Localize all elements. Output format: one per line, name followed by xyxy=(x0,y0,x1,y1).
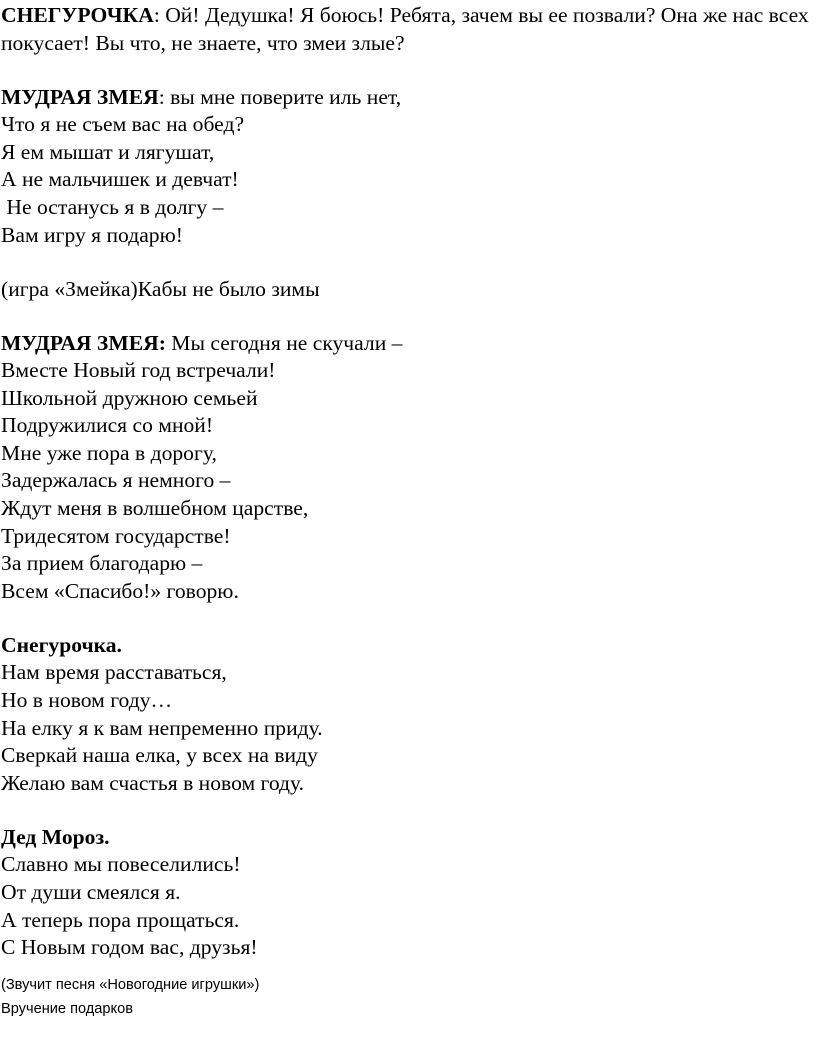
paragraph-gap xyxy=(1,57,813,83)
verse-line: А не мальчишек и девчат! xyxy=(1,167,239,192)
verse-line: Всем «Спасибо!» говорю. xyxy=(1,578,239,603)
speaker-heading: Дед Мороз. xyxy=(1,824,110,849)
speaker-heading: Снегурочка. xyxy=(1,632,122,657)
verse-line: От души смеялся я. xyxy=(1,879,181,904)
verse-line: Славно мы повеселились! xyxy=(1,852,241,877)
verse-line: Подружилися со мной! xyxy=(1,413,214,438)
paragraph-gap xyxy=(1,797,813,823)
verse-line: Я ем мышат и лягушат, xyxy=(1,139,215,164)
speech-text: : вы мне поверите иль нет, xyxy=(158,84,402,109)
verse-line: Желаю вам счастья в новом году. xyxy=(1,770,305,795)
verse-line: Но в новом году… xyxy=(1,688,173,713)
verse-line: Мне уже пора в дорогу, xyxy=(1,440,217,465)
stage-note-song: (Звучит песня «Новогодние игрушки») xyxy=(1,977,260,993)
game-note: (игра «Змейка)Кабы не было зимы xyxy=(1,276,320,301)
verse-line: Школьной дружною семьей xyxy=(1,385,258,410)
paragraph-gap xyxy=(1,303,813,329)
verse-line: Что я не съем вас на обед? xyxy=(1,112,245,137)
speech-line xyxy=(1,330,813,358)
speech-line xyxy=(1,84,813,112)
script-text xyxy=(1,2,813,962)
speaker-name: МУДРАЯ ЗМЕЯ xyxy=(1,84,159,109)
speech-text: : Ой! Дедушка! Я боюсь! Ребята, зачем вы ее позвали? Она же нас всех покусает! Вы что, не знаете, что змеи злые? xyxy=(1,3,809,55)
verse-line: Вместе Новый год встречали! xyxy=(1,358,276,383)
verse-line: Нам время расставаться, xyxy=(1,660,227,685)
speech-text: Мы сегодня не скучали – xyxy=(165,330,403,355)
verse-line: Ждут меня в волшебном царстве, xyxy=(1,496,309,521)
verse-line: На елку я к вам непременно приду. xyxy=(1,715,323,740)
verse-line: За прием благодарю – xyxy=(1,551,203,576)
paragraph-gap xyxy=(1,605,813,631)
speaker-name: СНЕГУРОЧКА xyxy=(1,3,154,27)
verse-line: А теперь пора прощаться. xyxy=(1,907,240,932)
verse-line: Тридесятом государстве! xyxy=(1,523,231,548)
speaker-name: МУДРАЯ ЗМЕЯ: xyxy=(1,330,166,355)
stage-note-gifts: Вручение подарков xyxy=(1,1001,133,1017)
paragraph-gap xyxy=(1,249,813,275)
verse-line: С Новым годом вас, друзья! xyxy=(1,935,258,960)
verse-line: Не останусь я в долгу – xyxy=(1,194,224,219)
verse-line: Задержалась я немного – xyxy=(1,468,231,493)
verse-line: Вам игру я подарю! xyxy=(1,222,183,247)
verse-line: Сверкай наша елка, у всех на виду xyxy=(1,743,318,768)
opening-paragraph xyxy=(1,2,813,57)
